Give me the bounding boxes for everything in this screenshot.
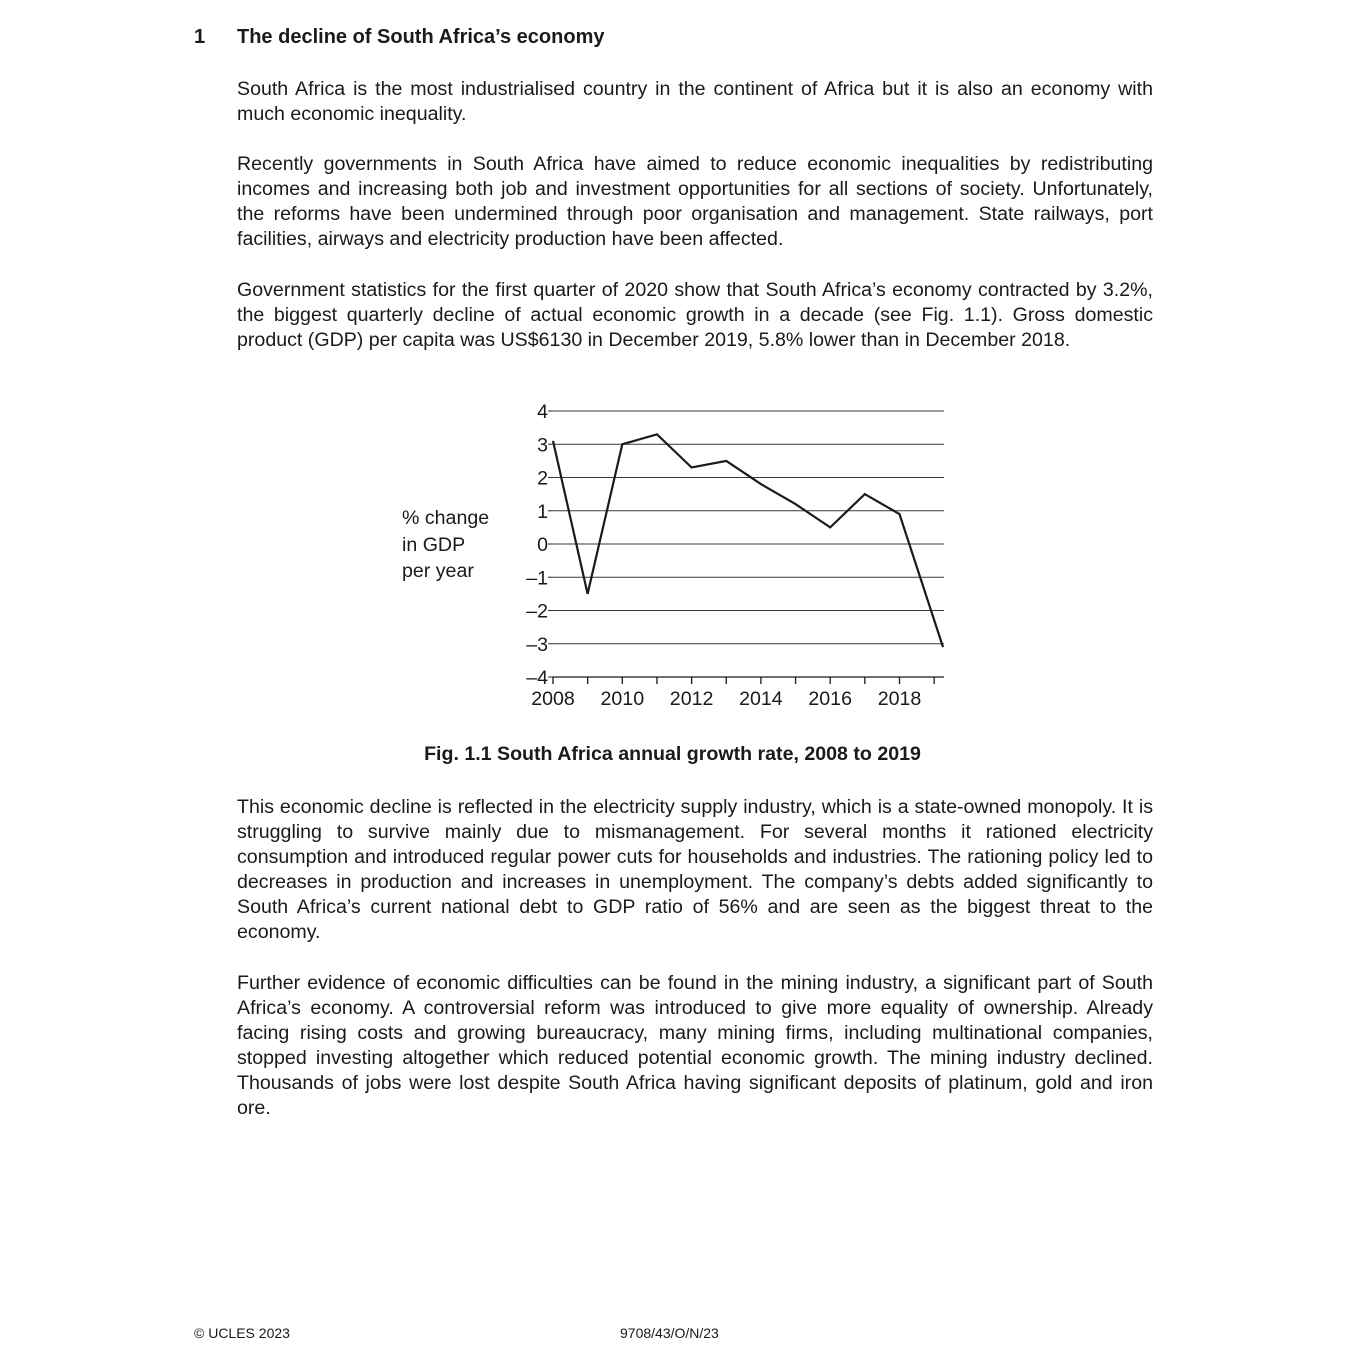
growth-rate-line — [553, 434, 943, 647]
y-tick-label: 4 — [537, 401, 548, 423]
y-tick-label: 1 — [537, 500, 548, 523]
paragraph-statistics: Government statistics for the first quarter of 2020 show that South Africa’s economy contracted by 3.2%, the biggest quarterly decline of actual economic growth in a decade (see Fig. 1.1). Gross domestic product (GDP) per capita was US$6130 in December 2019, 5.8% lower than in December 2018. — [237, 279, 1153, 351]
y-tick-label: 0 — [537, 534, 548, 556]
question-title: The decline of South Africa’s economy — [237, 26, 605, 48]
paragraph-electricity: This economic decline is reflected in the electricity supply industry, which is a state-owned monopoly. It is struggling to survive mainly due to mismanagement. For several months it rationed electricity consumption and introduced regular power cuts for households and industries. The rationing policy led to decreases in production and increases in unemployment. The company’s debts added significantly to South Africa’s current national debt to GDP ratio of 56% and are seen as the biggest threat to the economy. — [237, 796, 1153, 943]
x-tick-label: 2018 — [877, 688, 922, 710]
chart-x-axis — [531, 677, 944, 710]
paragraph-mining: Further evidence of economic difficulties can be found in the mining industry, a significant part of South Africa’s economy. A controversial reform was introduced to give more equality of ownership. Already facing rising costs and growing bureaucracy, many mining firms, including multinational companies, stopped investing altogether which reduced potential economic growth. The mining industry declined. Thousands of jobs were lost despite South Africa having significant deposits of platinum, gold and iron ore. — [237, 972, 1153, 1119]
y-tick-label: –4 — [526, 667, 548, 689]
x-tick-label: 2010 — [600, 688, 645, 710]
x-tick-label: 2008 — [531, 688, 575, 710]
y-tick-label: –1 — [526, 567, 548, 590]
ylabel-line: % change — [402, 507, 490, 529]
chart-y-ticks — [526, 401, 553, 689]
footer-copyright: © UCLES 2023 — [194, 1325, 290, 1341]
figure-caption — [0, 743, 1347, 766]
paragraph-reforms: Recently governments in South Africa have aimed to reduce economic inequalities by redistributing incomes and increasing both job and investment opportunities for all sections of society. Unfortunately, the reforms have been undermined through poor organisation and management. State railways, port facilities, airways and electricity production have been affected. — [237, 153, 1153, 250]
question-number: 1 — [194, 26, 206, 48]
x-tick-label: 2014 — [739, 688, 783, 710]
ylabel-line: in GDP — [402, 533, 466, 556]
chart-gridlines — [553, 411, 944, 644]
paragraph-intro: South Africa is the most industrialised country in the continent of Africa but it is also an economy with much economic inequality. — [237, 78, 1153, 125]
footer-paper-code: 9708/43/O/N/23 — [620, 1325, 719, 1341]
x-tick-label: 2012 — [669, 688, 714, 710]
x-tick-label: 2016 — [808, 688, 852, 710]
y-tick-label: 2 — [537, 467, 548, 490]
y-tick-label: 3 — [537, 434, 548, 457]
y-tick-label: –3 — [526, 633, 548, 656]
ylabel-line: per year — [402, 560, 474, 582]
figure-caption-text: Fig. 1.1 South Africa annual growth rate, 2008 to 2019 — [424, 743, 921, 765]
y-tick-label: –2 — [526, 600, 548, 623]
